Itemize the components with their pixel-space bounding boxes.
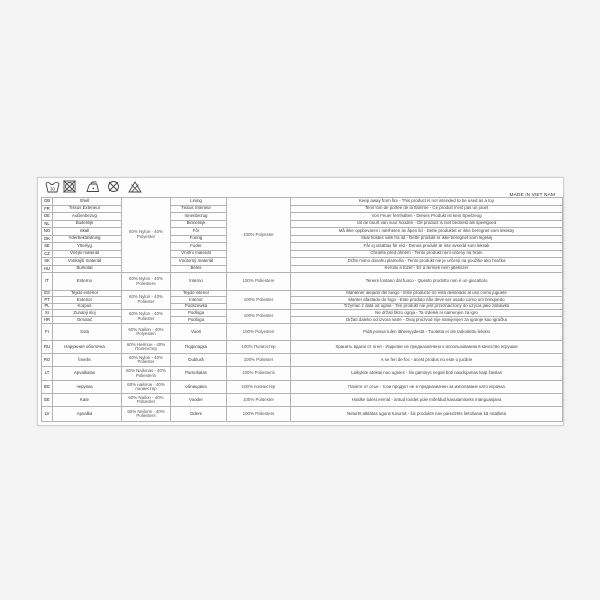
lining-name-cell: Bélés [171,265,227,273]
shell-composition-cell: 60% Nailon - 40% Polüester [122,394,171,407]
lining-name-cell: Odere [171,407,227,422]
lining-name-cell: Подкладка [171,341,227,354]
shell-name-cell: Außenbezug [53,213,122,221]
language-code-cell: RU [42,341,53,354]
language-code-cell: CZ [42,250,53,258]
shell-name-cell: Skall [53,228,122,236]
shell-name-cell: черупка [53,381,122,394]
no-tumble-dry-icon [63,180,76,193]
lining-name-cell: Vuori [171,324,227,341]
shell-composition-cell: 60% Нейлон - 40% Полиэстер [122,341,171,354]
iron-icon [85,181,101,193]
lining-name-cell: Vnitřní materiál [171,250,227,258]
language-code-cell: DK [42,235,53,243]
warning-cell: Ne držati blizu ognja - Ta izdelek ni namenjen za igro [291,310,563,317]
table-row [42,367,563,381]
table-row [42,228,563,236]
lining-composition-cell: 100% Poliester [227,291,291,310]
shell-name-cell: Exterior [53,297,122,303]
lining-composition-cell: 100% Poliesters [227,407,291,422]
table-row [42,273,563,291]
warning-cell: Von Feuer fernhalten - Dieses Produkt ist kein Spielzeug [291,213,563,221]
warning-cell: Držte mimo dosahu plameňa - Tento produkt nie je určený na použitie ako hračka [291,258,563,266]
warning-cell: Chraňte před ohněm - Tento produkt není určený na hraní [291,250,563,258]
composition-table-body [42,198,563,422]
lining-composition-cell: 100% Poliesteris [227,367,291,381]
warning-cell: Manter afastado do fogo - Este produto não deve ser usado como um brinquedo [291,297,563,303]
lining-name-cell: Tejido interior [171,291,227,297]
language-code-cell: IT [42,273,53,291]
shell-composition-cell: 60% Neilons - 40% Poliesters [122,407,171,422]
lining-name-cell: Foder [171,243,227,251]
table-row [42,205,563,213]
table-row [42,258,563,266]
shell-name-cell: Korpus [53,303,122,309]
origin-label: MADE IN VIET NAM [509,193,555,198]
lining-name-cell: Podloga [171,317,227,324]
table-row [42,220,563,228]
language-code-cell: FI [42,324,53,341]
shell-composition-cell: 60% найлон - 40% полиестер [122,381,171,394]
warning-cell: A se feri de foc - acest produs nu este o jucărie [291,354,563,367]
warning-cell: Držati daleko od izvora vatre - Ovaj proizvod nije namijenjen za igranje kao igračka [291,317,563,324]
lining-name-cell: Vnútorný materiál [171,258,227,266]
language-code-cell: SI [42,310,53,317]
shell-name-cell: Omotač [53,317,122,324]
shell-name-cell: Apvalka [53,407,122,422]
lining-composition-cell: 100% полиестер [227,381,291,394]
warning-cell: Må ikke oppbevares i nærheten av åpen ild - Dette produktet er ikke beregnet som leketøy [291,228,563,236]
language-code-cell: NL [42,220,53,228]
shell-name-cell: Buitenlijk [53,220,122,228]
shell-name-cell: Tejido exterior [53,291,122,297]
shell-composition-cell: 60% Nylon - 40% Poliester [122,291,171,310]
care-icons [44,180,142,193]
warning-cell: Хранить вдали от огня - Изделие не предназначено к использованию в качестве игрушки [291,341,563,354]
wash-temperature-label: 30 [49,186,56,192]
language-code-cell: NO [42,228,53,236]
table-row [42,324,563,341]
language-code-cell: SE [42,243,53,251]
language-code-cell: ES [42,291,53,297]
shell-name-cell: Burkolat [53,265,122,273]
shell-name-cell: Zunanji sloj [53,310,122,317]
shell-name-cell: Наружная оболочка [53,341,122,354]
lining-name-cell: Podloga [171,310,227,317]
language-code-cell: PL [42,303,53,309]
lining-name-cell: Innenbezug [171,213,227,221]
lining-name-cell: Dublură [171,354,227,367]
table-row [42,341,563,354]
shell-composition-cell: 60% Nylon - 40% Poliestere [122,273,171,291]
shell-composition-cell: 60% Nylon - 40% Poliester [122,310,171,324]
shell-composition-cell: 60% Nailonas - 40% Poliesteris [122,367,171,381]
warning-cell: Kerülni a tüzet - Ez a termék nem játékszer [291,265,563,273]
lining-name-cell: Podszewka [171,303,227,309]
shell-name-cell: Shell [53,198,122,206]
table-row [42,310,563,317]
care-label [37,177,564,426]
shell-name-cell: Esterno [53,273,122,291]
shell-name-cell: Kate [53,394,122,407]
shell-composition-cell: 60% Nylon - 40% Poliester [122,354,171,367]
shell-name-cell: Sola [53,324,122,341]
shell-name-cell: Vnější materiál [53,250,122,258]
language-code-cell: EE [42,394,53,407]
warning-cell: Hoidke tulest eemal - antud toodet pole mõeldud kasutamiseks mänguasjana [291,394,563,407]
table-row [42,394,563,407]
lining-name-cell: Lining [171,198,227,206]
lining-composition-cell: 100% Polüester [227,394,291,407]
composition-table [41,197,563,422]
table-row [42,381,563,394]
lining-name-cell: Pamušalas [171,367,227,381]
lining-name-cell: Binnenlijk [171,220,227,228]
shell-composition-cell: 60% Nailon - 40% Polyesteri [122,324,171,341]
shell-name-cell: Ytterlyg [53,243,122,251]
lining-name-cell: Tissus Interieur [171,205,227,213]
lining-composition-cell: 100% Poliester [227,310,291,324]
language-code-cell: BG [42,381,53,394]
language-code-cell: DE [42,213,53,221]
lining-name-cell: Foring [171,235,227,243]
language-code-cell: HR [42,317,53,324]
language-code-cell: GB [42,198,53,206]
warning-cell: Laikykite atokiai nuo ugnies - šis gaminys negali būti naudojamas kaip žaislas [291,367,563,381]
language-code-cell: PT [42,297,53,303]
warning-cell: Mantener alejado del fuego - Este producto no está destinado al uso como juguete [291,291,563,297]
lining-name-cell: Interno [171,273,227,291]
table-row [42,198,563,206]
warning-cell: Trzymać z dala od ognia - Ten produkt nie jest przeznaczony do użycia jako zabawka [291,303,563,309]
shell-name-cell: Tissus Exterieur [53,205,122,213]
table-row [42,250,563,258]
shell-name-cell: Învelis [53,354,122,367]
lining-composition-cell: 100% Полиэстер [227,341,291,354]
shell-name-cell: Apvalkalas [53,367,122,381]
lining-name-cell: облицовка [171,381,227,394]
table-row [42,243,563,251]
warning-cell: Neturēt atklātas uguns tuvumā - šis produkts nav paredzēts lietošanai kā rotaļlieta [291,407,563,422]
table-row [42,265,563,273]
language-code-cell: FR [42,205,53,213]
table-row [42,354,563,367]
warning-cell: Får ej utsättas för eld - Denna produkt är inte avsedd som leksak [291,243,563,251]
lining-name-cell: Fôr [171,228,227,236]
table-row [42,317,563,324]
language-code-cell: LT [42,367,53,381]
language-code-cell: HU [42,265,53,273]
warning-cell: Uit de buurt van vuur houden - Dit product is niet bedoeld als speelgoed [291,220,563,228]
language-code-cell: LV [42,407,53,422]
table-row [42,407,563,422]
warning-cell: Пазете от огън - този продукт не е предназначен за използване като играчка [291,381,563,394]
warning-cell: Skal holdes væk fra ild - Dette produkt er ikke beregnet som legetøj [291,235,563,243]
no-dry-clean-icon [107,180,120,193]
shell-composition-cell: 60% Nylon - 40% Polyester [122,198,171,273]
table-row [42,235,563,243]
lining-composition-cell: 100% Poliester [227,354,291,367]
shell-name-cell: Vonkajší materiál [53,258,122,266]
warning-cell: Pidä poissa tulen läheisyydestä - Tuotetta ei ole tarkoitettu leluksi [291,324,563,341]
table-row [42,213,563,221]
warning-cell: Tenere lontano dal fuoco - Questo prodotto non è un giocattolo [291,273,563,291]
shell-name-cell: Yderbeklædning [53,235,122,243]
lining-composition-cell: 100% Polyesteri [227,324,291,341]
lining-name-cell: Interior [171,297,227,303]
language-code-cell: RO [42,354,53,367]
lining-composition-cell: 100% Polyester [227,198,291,273]
no-bleach-icon [128,181,142,193]
warning-cell: Tenir loin de portée de la flamme - Ce produit n'est pas un jouet [291,205,563,213]
lining-composition-cell: 100% Poliestere [227,273,291,291]
warning-cell: Keep away from fire - This product is not intended to be used as a toy [291,198,563,206]
wash-30-icon [45,180,60,193]
lining-name-cell: Vooder [171,394,227,407]
language-code-cell: SK [42,258,53,266]
